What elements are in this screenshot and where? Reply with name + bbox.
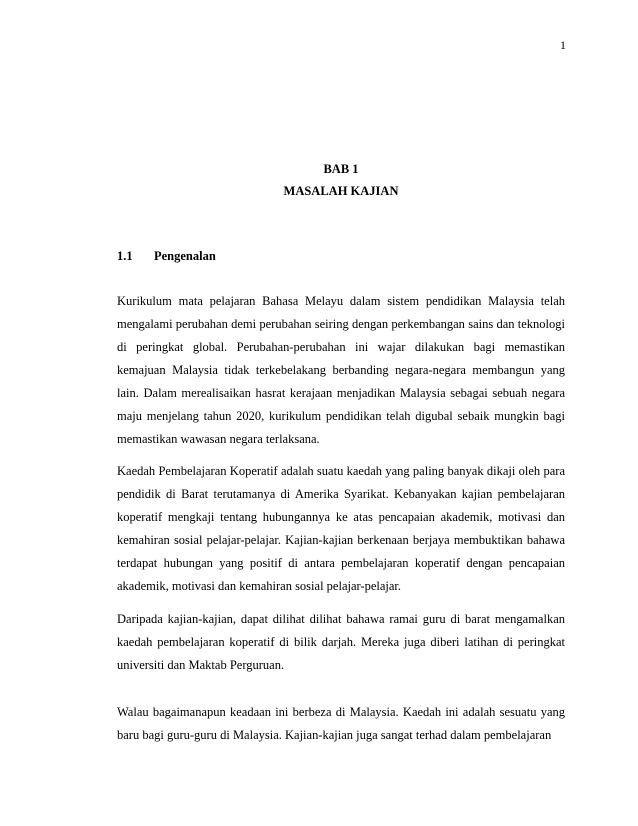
section-title: Pengenalan [154, 249, 216, 263]
paragraph-4: Walau bagaimanapun keadaan ini berbeza di Malaysia. Kaedah ini adalah sesuatu yang baru bagi guru-guru di Malaysia. Kajian-kajian juga sangat terhad dalam pembelajaran [117, 705, 565, 742]
chapter-title: MASALAH KAJIAN [283, 184, 399, 198]
paragraph-3: Daripada kajian-kajian, dapat dilihat dilihat bahawa ramai guru di barat mengamalkan kaedah pembelajaran koperatif di bilik darjah. Mereka juga diberi latihan di peringkat universiti dan Maktab Perguruan. [117, 612, 565, 672]
paragraph-2: Kaedah Pembelajaran Koperatif adalah suatu kaedah yang paling banyak dikaji oleh para pendidik di Barat terutamanya di Amerika Syarikat. Kebanyakan kajian pembelajaran koperatif mengkaji tentang hubungannya ke atas pencapaian akademik, motivasi dan kemahiran sosial pelajar-pelajar. Kajian-kajian berkenaan berjaya membuktikan bahawa terdapat hubungan yang positif di antara pembelajaran koperatif dengan pencapaian akademik, motivasi dan kemahiran sosial pelajar-pelajar. [117, 464, 565, 593]
page-number: 1 [560, 38, 566, 52]
section-heading [117, 249, 216, 264]
section-number: 1.1 [117, 249, 133, 263]
paragraph-1: Kurikulum mata pelajaran Bahasa Melayu dalam sistem pendidikan Malaysia telah mengalami perubahan demi perubahan seiring dengan perkembangan sains dan teknologi di peringkat global. Perubahan-perubahan ini wajar dilakukan bagi memastikan kemajuan Malaysia tidak terkebelakang berbanding negara-negara membangun yang lain. Dalam merealisaikan hasrat kerajaan menjadikan Malaysia sebagai sebuah negara maju menjelang tahun 2020, kurikulum pendidikan telah digubal sebaik mungkin bagi memastikan wawasan negara terlaksana. [117, 294, 565, 446]
chapter-number: BAB 1 [323, 162, 359, 176]
